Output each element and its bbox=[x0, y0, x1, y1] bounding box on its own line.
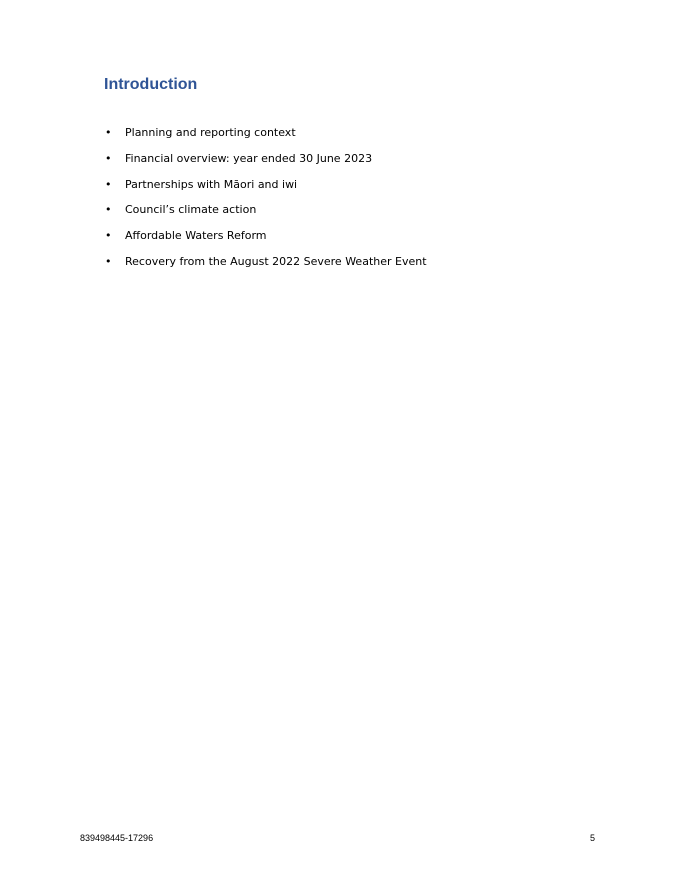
list-item-label: Affordable Waters Reform bbox=[125, 229, 267, 243]
footer-page-number: 5 bbox=[590, 833, 596, 843]
bullet-icon: • bbox=[105, 229, 112, 243]
bullet-icon: • bbox=[105, 254, 112, 268]
page-heading: Introduction bbox=[104, 76, 198, 93]
bullet-icon: • bbox=[105, 203, 112, 217]
list-item bbox=[103, 150, 427, 176]
footer-document-id: 839498445-17296 bbox=[80, 833, 154, 843]
list-item bbox=[103, 124, 427, 150]
list-item-label: Recovery from the August 2022 Severe Weather Event bbox=[125, 254, 427, 268]
list-item-label: Council’s climate action bbox=[125, 203, 257, 217]
bullet-icon: • bbox=[105, 151, 112, 165]
bullet-icon: • bbox=[105, 126, 112, 139]
list-item-label: Planning and reporting context bbox=[125, 126, 296, 139]
list-item-label: Partnerships with Māori and iwi bbox=[125, 177, 298, 191]
bullet-icon: • bbox=[105, 177, 112, 191]
contents-list bbox=[103, 124, 427, 279]
list-item bbox=[103, 253, 427, 279]
list-item-label: Financial overview: year ended 30 June 2023 bbox=[125, 151, 373, 165]
list-item bbox=[103, 201, 427, 227]
list-item bbox=[103, 227, 427, 253]
list-item bbox=[103, 176, 427, 202]
